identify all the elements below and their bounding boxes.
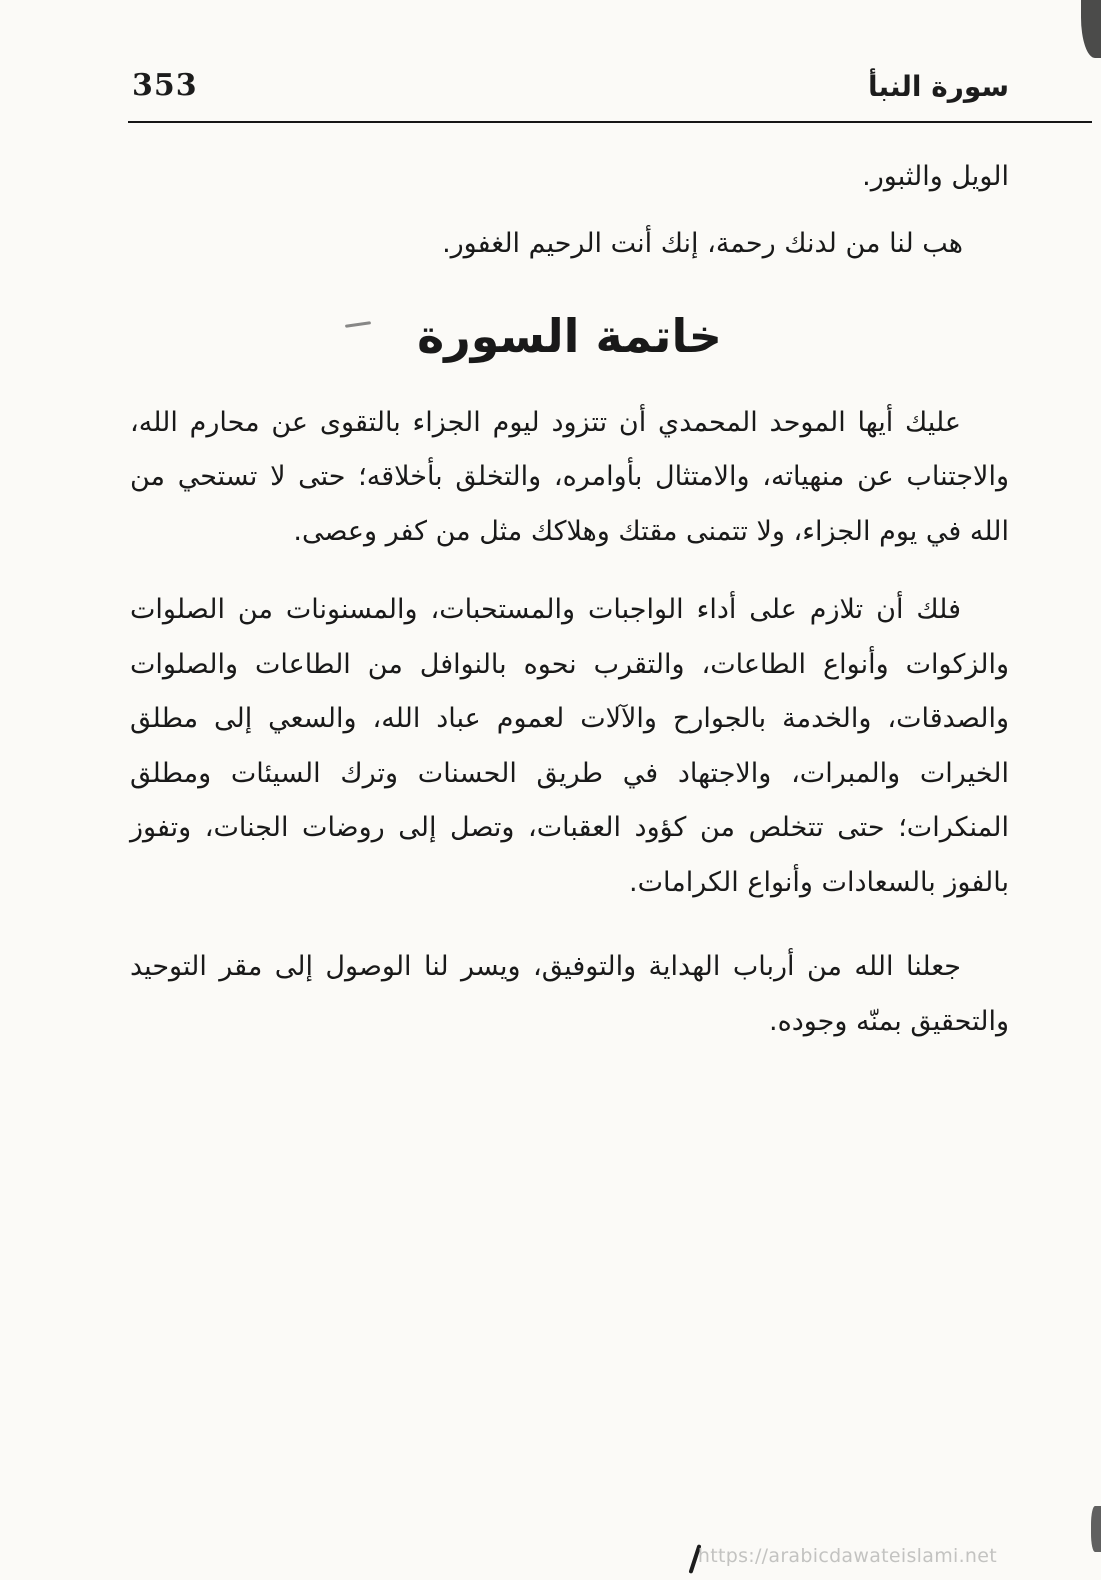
scan-smudge-bottom-icon: [1091, 1506, 1101, 1552]
section-heading-row: [130, 305, 1009, 372]
scan-smudge-top-icon: [1081, 0, 1101, 58]
page-header: [132, 68, 1009, 103]
paragraph-1: عليك أيها الموحد المحمدي أن تتزود ليوم الجزاء بالتقوى عن محارم الله، والاجتناب عن منهياته، والامتثال بأوامره، والتخلق بأخلاقه؛ حتى لا تستحي من الله في يوم الجزاء، ولا تتمنى مقتك وهلاكك مثل من كفر وعصى.: [130, 406, 1009, 547]
page-body: [130, 150, 1009, 1049]
paragraph-3: جعلنا الله من أرباب الهداية والتوفيق، ويسر لنا الوصول إلى مقر التوحيد والتحقيق بمنّه وجوده.: [130, 951, 1009, 1037]
opening-line: الويل والثبور.: [862, 161, 1009, 192]
stray-dash-mark-icon: [345, 321, 371, 328]
dua-line: هب لنا من لدنك رحمة، إنك أنت الرحيم الغفور.: [442, 227, 963, 259]
section-heading: خاتمة السورة: [417, 309, 722, 364]
paragraph-2: فلك أن تلازم على أداء الواجبات والمستحبات، والمسنونات من الصلوات والزكوات وأنواع الطاعات، والتقرب نحوه بالنوافل من الطاعات والصلوات والصدقات، والخدمة بالجوارح والآلات لعموم عباد الله، والسعي إلى مطلق الخيرات والمبرات، والاجتهاد في طريق الحسنات وترك السيئات ومطلق المنكرات؛ حتى تتخلص من كؤود العقبات، وتصل إلى روضات الجنات، وتفوز بالفوز بالسعادات وأنواع الكرامات.: [130, 594, 1009, 898]
page-number: 353: [132, 68, 198, 103]
watermark: https://arabicdawateislami.net: [697, 1545, 997, 1567]
header-rule: [128, 121, 1092, 123]
surah-title: سورة النبأ: [868, 70, 1009, 103]
